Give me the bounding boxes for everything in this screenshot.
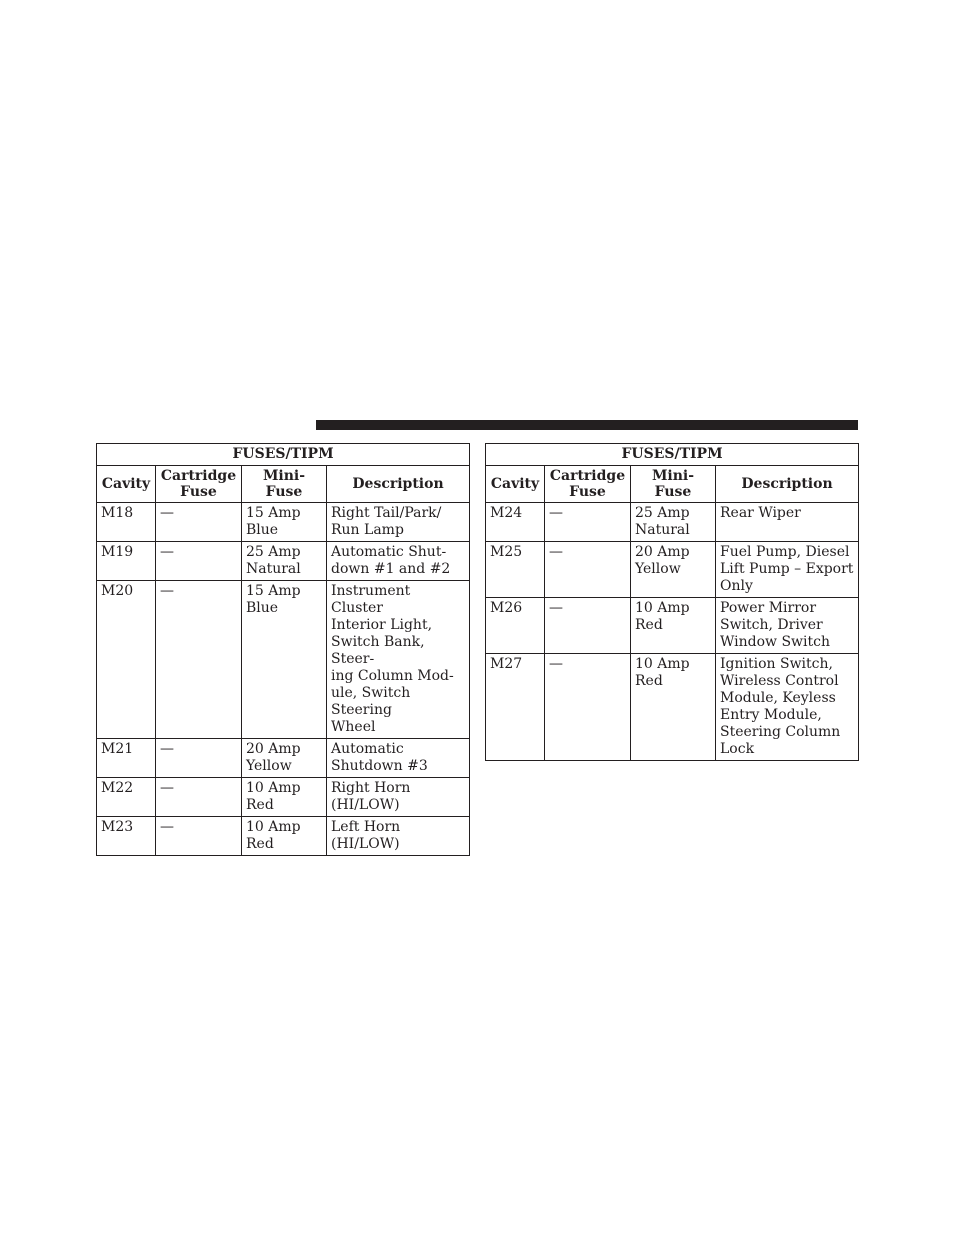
cartridge-fuse-cell: —: [545, 503, 631, 542]
header-description: Description: [327, 466, 470, 503]
cartridge-fuse-cell: —: [156, 503, 242, 542]
table-row: [97, 778, 470, 817]
mini-fuse-cell: 10 Amp Red: [242, 817, 327, 856]
cavity-cell: M23: [97, 817, 156, 856]
description-cell: Fuel Pump, Diesel Lift Pump – Export Only: [716, 542, 859, 598]
table-row: [97, 503, 470, 542]
mini-fuse-cell: 20 Amp Yellow: [242, 739, 327, 778]
table-title: FUSES/TIPM: [97, 444, 470, 466]
header-cartridge-fuse: Cartridge Fuse: [156, 466, 242, 503]
cartridge-fuse-cell: —: [545, 654, 631, 761]
cartridge-fuse-cell: —: [156, 778, 242, 817]
mini-fuse-cell: 25 Amp Natural: [242, 542, 327, 581]
table-row: [486, 654, 859, 761]
mini-fuse-cell: 10 Amp Red: [631, 598, 716, 654]
cartridge-fuse-cell: —: [545, 598, 631, 654]
table-row: [97, 817, 470, 856]
header-cartridge-fuse: Cartridge Fuse: [545, 466, 631, 503]
cavity-cell: M26: [486, 598, 545, 654]
section-header-bar: [316, 420, 858, 430]
cavity-cell: M18: [97, 503, 156, 542]
table-row: [486, 542, 859, 598]
table-body: [486, 503, 859, 761]
cavity-cell: M24: [486, 503, 545, 542]
table-body: [97, 503, 470, 856]
table-row: [97, 581, 470, 739]
cavity-cell: M25: [486, 542, 545, 598]
cartridge-fuse-cell: —: [156, 817, 242, 856]
fuses-table-left: [96, 443, 470, 856]
table-row: [486, 503, 859, 542]
description-cell: Automatic Shutdown #3: [327, 739, 470, 778]
mini-fuse-cell: 15 Amp Blue: [242, 581, 327, 739]
cavity-cell: M27: [486, 654, 545, 761]
fuses-table-right: [485, 443, 859, 761]
description-cell: Right Tail/Park/ Run Lamp: [327, 503, 470, 542]
header-description: Description: [716, 466, 859, 503]
table-title: FUSES/TIPM: [486, 444, 859, 466]
cavity-cell: M20: [97, 581, 156, 739]
description-cell: Automatic Shut- down #1 and #2: [327, 542, 470, 581]
mini-fuse-cell: 25 Amp Natural: [631, 503, 716, 542]
description-cell: Power Mirror Switch, Driver Window Switch: [716, 598, 859, 654]
cavity-cell: M21: [97, 739, 156, 778]
description-cell: Rear Wiper: [716, 503, 859, 542]
table-row: [97, 542, 470, 581]
table-row: [97, 739, 470, 778]
header-mini-fuse: Mini-Fuse: [631, 466, 716, 503]
mini-fuse-cell: 15 Amp Blue: [242, 503, 327, 542]
description-cell: Instrument Cluster Interior Light, Switch Bank, Steer- ing Column Mod- ule, Switch Steering Wheel: [327, 581, 470, 739]
cartridge-fuse-cell: —: [156, 581, 242, 739]
mini-fuse-cell: 10 Amp Red: [631, 654, 716, 761]
description-cell: Left Horn (HI/LOW): [327, 817, 470, 856]
cartridge-fuse-cell: —: [545, 542, 631, 598]
mini-fuse-cell: 10 Amp Red: [242, 778, 327, 817]
table-row: [486, 598, 859, 654]
description-cell: Ignition Switch, Wireless Control Module, Keyless Entry Module, Steering Column Lock: [716, 654, 859, 761]
mini-fuse-cell: 20 Amp Yellow: [631, 542, 716, 598]
header-mini-fuse: Mini-Fuse: [242, 466, 327, 503]
header-cavity: Cavity: [97, 466, 156, 503]
cartridge-fuse-cell: —: [156, 542, 242, 581]
cavity-cell: M19: [97, 542, 156, 581]
header-cavity: Cavity: [486, 466, 545, 503]
description-cell: Right Horn (HI/LOW): [327, 778, 470, 817]
cavity-cell: M22: [97, 778, 156, 817]
cartridge-fuse-cell: —: [156, 739, 242, 778]
